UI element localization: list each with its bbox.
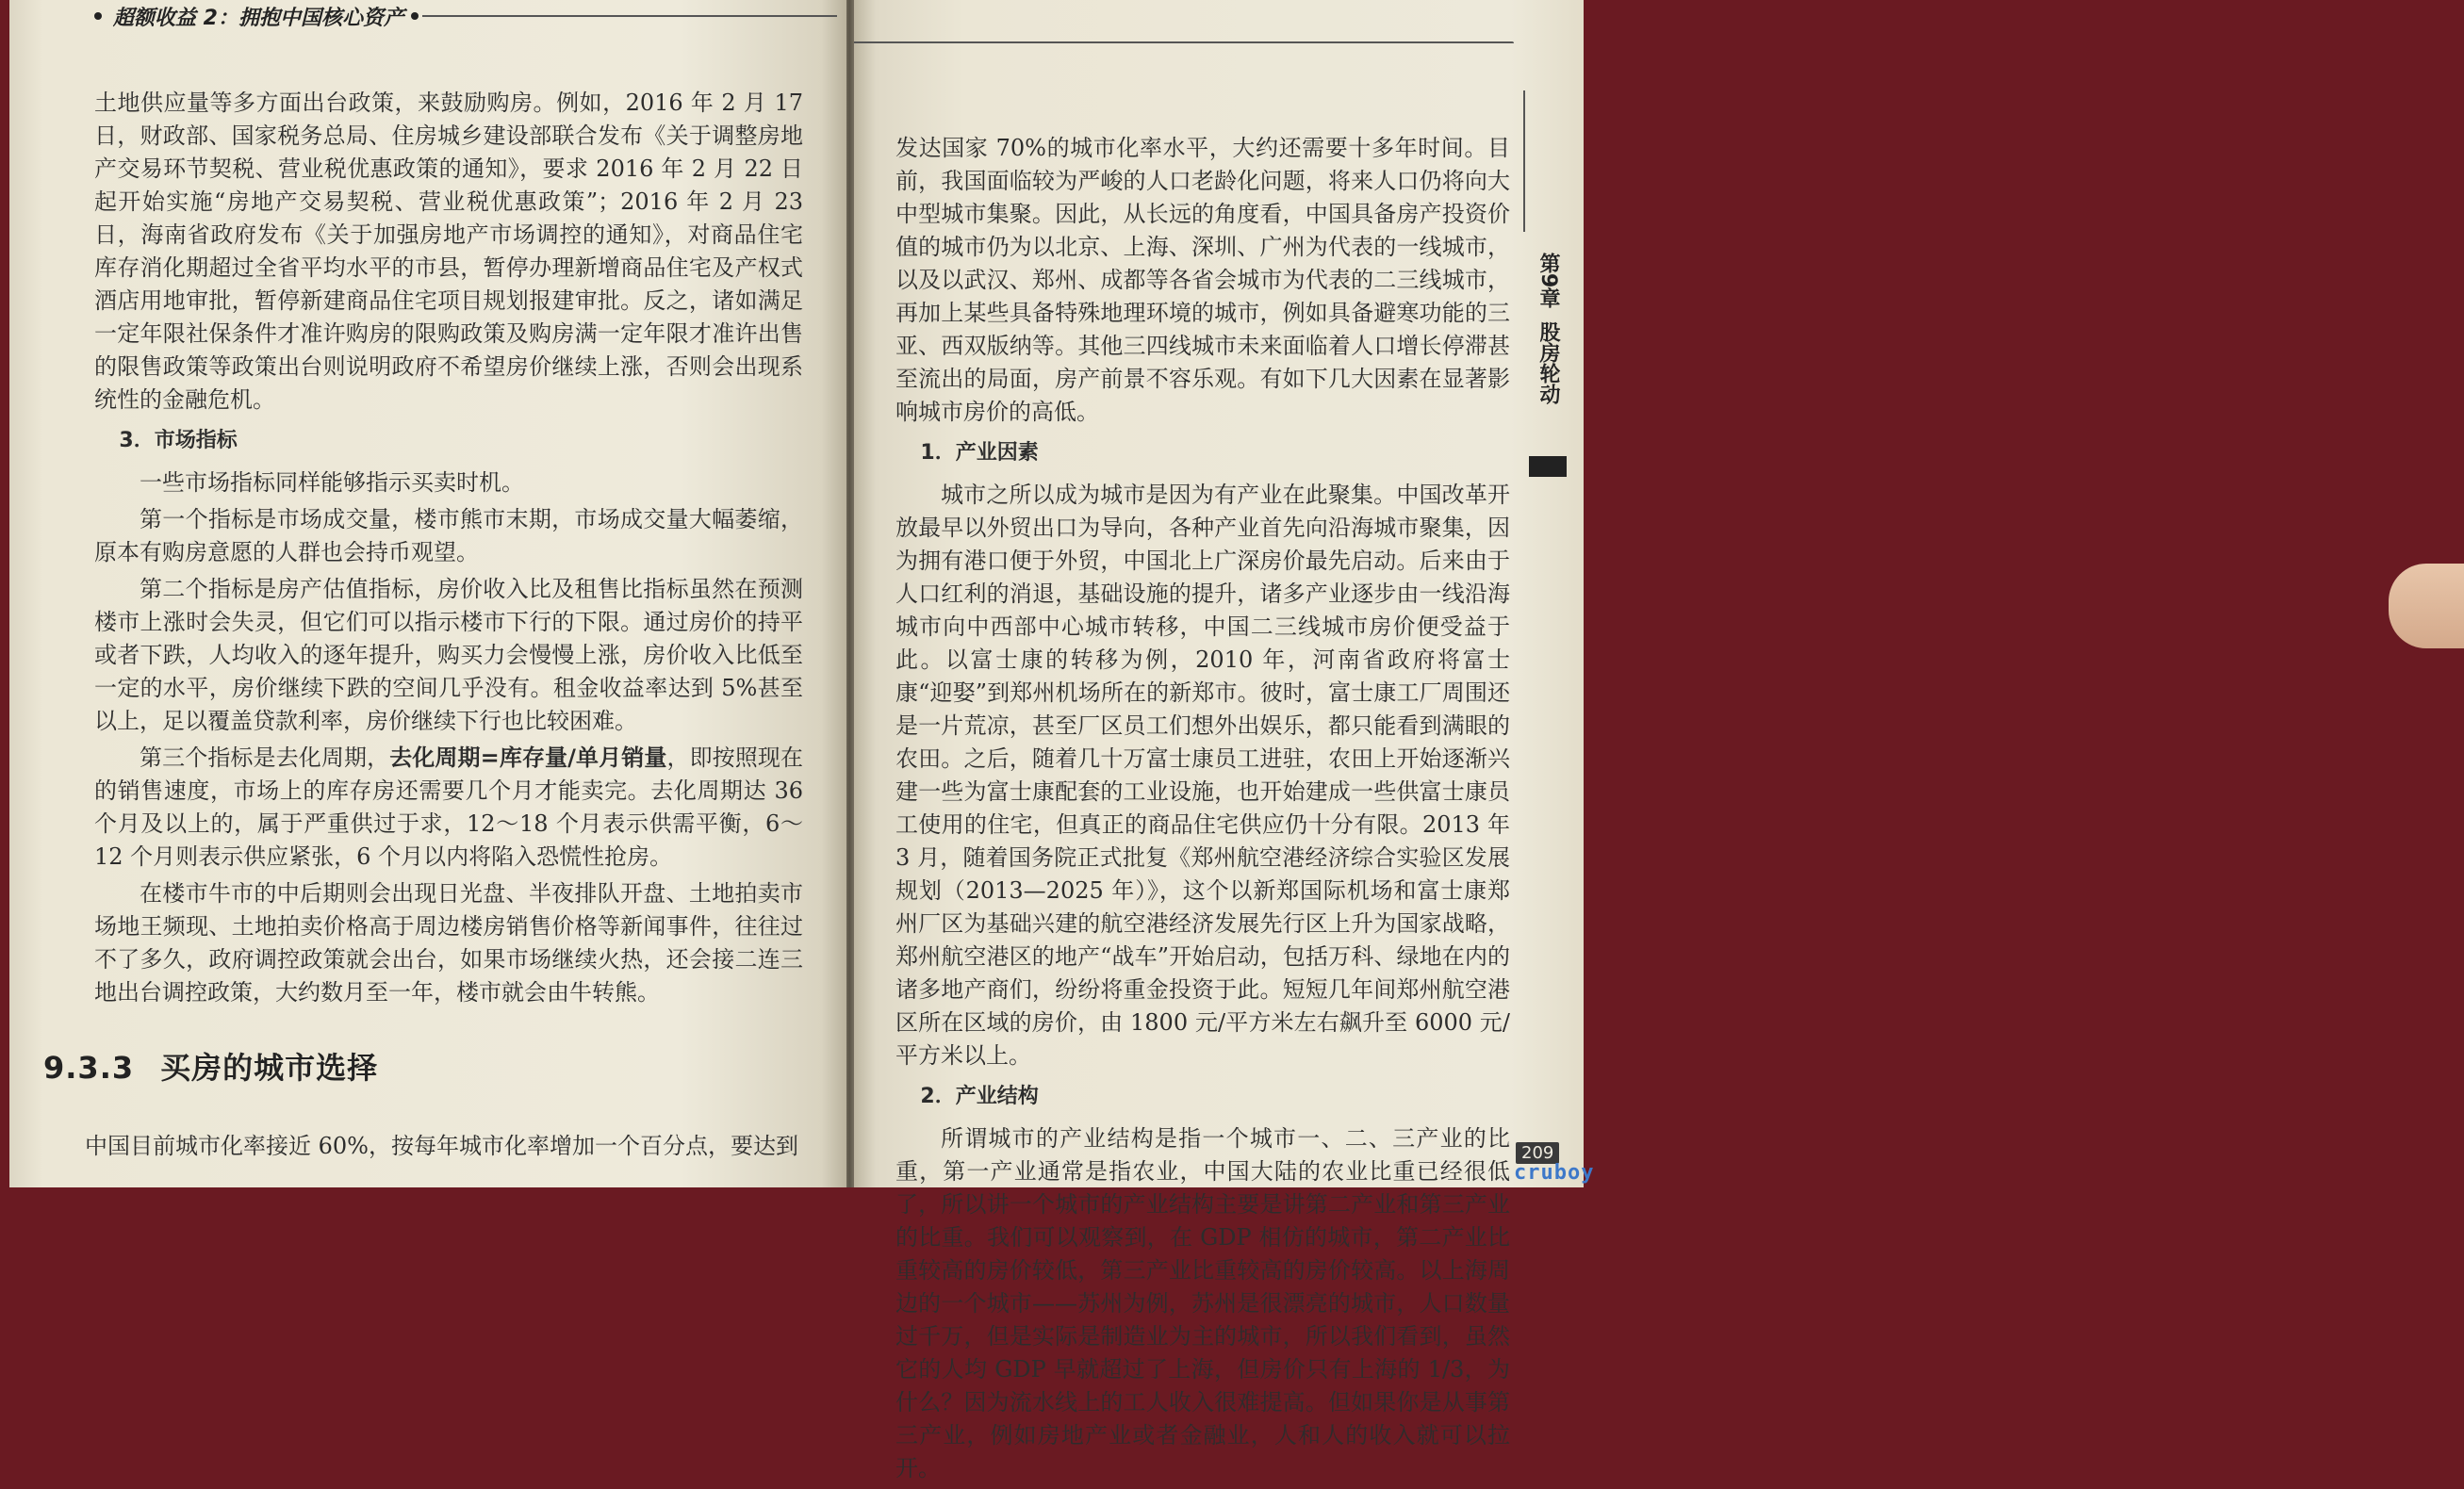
page-number: 209 bbox=[1516, 1142, 1559, 1164]
subsection-heading: 2．产业结构 bbox=[920, 1085, 1039, 1108]
section-heading bbox=[43, 1044, 404, 1088]
chapter-marker-bar bbox=[1529, 456, 1567, 477]
paragraph: 一些市场指标同样能够指示买卖时机。 bbox=[140, 469, 524, 496]
right-page bbox=[854, 0, 1595, 1481]
section-number: 9.3.3 bbox=[43, 1050, 135, 1086]
paragraph: 第二个指标是房产估值指标，房价收入比及租售比指标虽然在预测楼市上涨时会失灵，但它们可以指示楼市下行的下限。通过房价的持平或者下跌，人均收入的逐年提升，购买力会慢慢上涨，房价收入比低至一定的水平，房价继续下跌的空间几乎没有。租金收益率达到 5%甚至以上，足以覆盖贷款利率，房价继续下行也比较困难。 bbox=[94, 576, 803, 734]
paragraph: 第一个指标是市场成交量，楼市熊市末期，市场成交量大幅萎缩，原本有购房意愿的人群也会持币观望。 bbox=[94, 506, 803, 565]
left-body-text bbox=[94, 87, 803, 1013]
paragraph: 城市之所以成为城市是因为有产业在此聚集。中国改革开放最早以外贸出口为导向，各种产业首先向沿海城市聚集，因为拥有港口便于外贸，中国北上广深房价最先启动。后来由于人口红利的消退，基础设施的提升，诸多产业逐步由一线沿海城市向中西部中心城市转移，中国二三线城市房价便受益于此。以富士康的转移为例，2010 年，河南省政府将富士康“迎娶”到郑州机场所在的新郑市。彼时，富士康工厂周围还是一片荒凉，甚至厂区员工们想外出娱乐，都只能看到满眼的农田。之后，随着几十万富士康员工进驻，农田上开始逐渐兴建一些为富士康配套的工业设施，也开始建成一些供富士康员工使用的住宅，但真正的商品住宅供应仍十分有限。2013 年 3 月，随着国务院正式批复《郑州航空港经济综合实验区发展规划（2013—2025 年）》，这个以新郑国际机场和富士康郑州厂区为基础兴建的航空港经济发展先行区上升为国家战略，郑州航空港区的地产“战车”开始启动，包括万科、绿地在内的诸多地产商们，纷纷将重金投资于此。短短几年间郑州航空港区所在区域的房价，由 1800 元/平方米左右飙升至 6000 元/平方米以上。 bbox=[895, 482, 1510, 1069]
running-header: 超额收益 2：拥抱中国核心资产 bbox=[113, 7, 404, 30]
finger bbox=[2389, 564, 2464, 648]
header-rule bbox=[422, 15, 837, 17]
right-body-text bbox=[895, 132, 1510, 1489]
section-title: 买房的城市选择 bbox=[160, 1050, 379, 1086]
subsection-heading: 1．产业因素 bbox=[920, 441, 1039, 465]
paragraph: 土地供应量等多方面出台政策，来鼓励购房。例如，2016 年 2 月 17 日，财政部、国家税务总局、住房城乡建设部联合发布《关于调整房地产交易环节契税、营业税优惠政策的通知》，要求 2016 年 2 月 22 日起开始实施“房地产交易契税、营业税优惠政策”；2016 年 2 月 23 日，海南省政府发布《关于加强房地产市场调控的通知》，对商品住宅库存消化期超过全省平均水平的市县，暂停办理新增商品住宅及产权式酒店用地审批，暂停新建商品住宅项目规划报建审批。反之，诸如满足一定年限社保条件才准许购房的限购政策及购房满一定年限才准许出售的限售政策等政策出台则说明政府不希望房价继续上涨，否则会出现系统性的金融危机。 bbox=[94, 90, 803, 413]
chapter-tab bbox=[1529, 253, 1567, 404]
paragraph: 在楼市牛市的中后期则会出现日光盘、半夜排队开盘、土地拍卖市场地王频现、土地拍卖价格高于周边楼房销售价格等新闻事件，往往过不了多久，政府调控政策就会出台，如果市场继续火热，还会接二连三地出台调控政策，大约数月至一年，楼市就会由牛转熊。 bbox=[94, 880, 803, 1006]
formula-text: 去化周期=库存量/单月销量 bbox=[389, 744, 667, 771]
header-dot-icon bbox=[411, 12, 419, 20]
header-rule bbox=[854, 41, 1514, 43]
header-dot-icon bbox=[94, 12, 102, 20]
paragraph-text: 第三个指标是去化周期， bbox=[140, 744, 390, 771]
paragraph-text: ，即按照现在的销售速度，市场上的库存房还需要几个月才能卖完。去化周期达 36 个月及以上的，属于严重供过于求，12～18 个月表示供需平衡，6～12 个月则表示供应紧张，6 个月以内将陷入恐慌性抢房。 bbox=[94, 744, 804, 870]
paragraph bbox=[94, 742, 803, 874]
chapter-title: 股房轮动 bbox=[1536, 321, 1560, 405]
side-rule bbox=[1523, 90, 1525, 232]
watermark: cruboy bbox=[1514, 1161, 1595, 1185]
chapter-label: 第9章 bbox=[1536, 253, 1560, 309]
subsection-heading: 3．市场指标 bbox=[119, 429, 238, 452]
paragraph: 发达国家 70%的城市化率水平，大约还需要十多年时间。目前，我国面临较为严峻的人口老龄化问题，将来人口仍将向大中型城市集聚。因此，从长远的角度看，中国具备房产投资价值的城市仍为以北京、上海、深圳、广州为代表的一线城市，以及以武汉、郑州、成都等各省会城市为代表的二三线城市，再加上某些具备特殊地理环境的城市，例如具备避寒功能的三亚、西双版纳等。其他三四线城市未来面临着人口增长停滞甚至流出的局面，房产前景不容乐观。有如下几大因素在显著影响城市房价的高低。 bbox=[895, 135, 1510, 425]
paragraph: 所谓城市的产业结构是指一个城市一、二、三产业的比重，第一产业通常是指农业，中国大陆的农业比重已经很低了，所以讲一个城市的产业结构主要是讲第二产业和第三产业的比重。我们可以观察到，在 GDP 相仿的城市，第二产业比重较高的房价较低，第三产业比重较高的房价较高。以上海周边的一个城市——苏州为例，苏州是很漂亮的城市，人口数量过千万，但是实际是制造业为主的城市，所以我们看到，虽然它的人均 GDP 早就超过了上海，但房价只有上海的 1/3，为什么？因为流水线上的工人收入很难提高。但如果你是从事第三产业，例如房地产业或者金融业，人和人的收入就可以拉开。 bbox=[895, 1125, 1510, 1481]
paragraph: 中国目前城市化率接近 60%，按每年城市化率增加一个百分点，要达到 bbox=[85, 1133, 798, 1159]
left-page bbox=[9, 0, 846, 1187]
